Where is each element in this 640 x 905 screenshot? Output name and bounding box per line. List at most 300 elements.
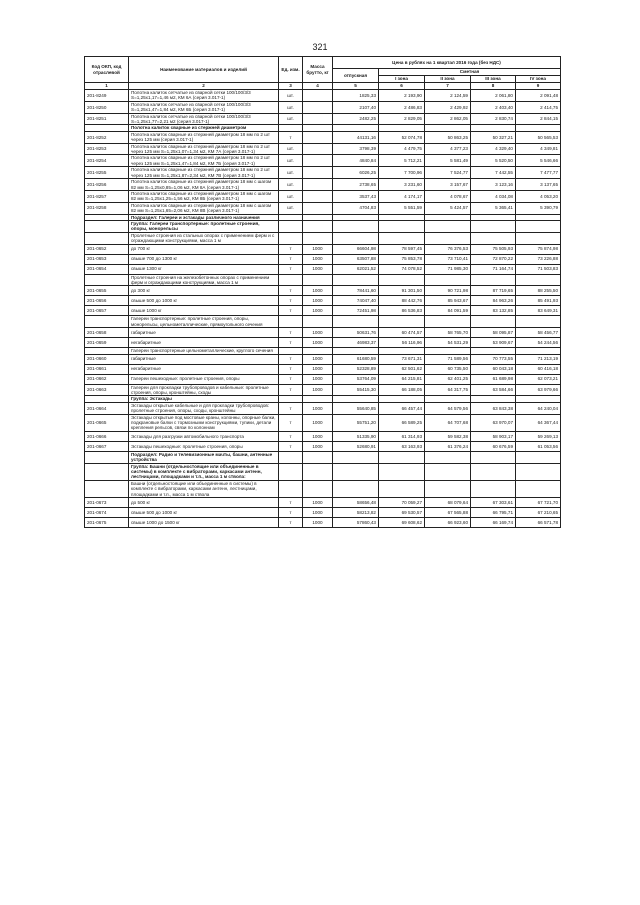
row-release-price: 53764,09 — [333, 374, 379, 384]
row-unit: т — [279, 264, 303, 274]
row-zone-1-price: 75 853,78 — [379, 254, 425, 264]
row-zone-3-price: 67 303,61 — [471, 498, 516, 508]
row-zone-4-price: 71 213,19 — [516, 354, 561, 364]
row-code: 201-0664 — [85, 402, 129, 414]
row-mass: 1000 — [303, 402, 333, 414]
row-zone-1-price: 62 501,62 — [379, 364, 425, 374]
row-name: до 700 кг — [129, 244, 279, 254]
row-zone-4-price: 58 456,77 — [516, 328, 561, 338]
empty-cell — [425, 220, 471, 232]
row-unit: т — [279, 441, 303, 451]
row-zone-4-price: 4 053,20 — [516, 190, 561, 202]
row-unit: шт. — [279, 155, 303, 167]
row-code — [85, 451, 129, 463]
row-zone-3-price: 4 034,08 — [471, 190, 516, 202]
row-zone-2-price: 50 863,25 — [425, 131, 471, 143]
row-zone-2-price: 2 862,05 — [425, 113, 471, 125]
empty-cell — [379, 316, 425, 328]
row-code — [85, 220, 129, 232]
section-title: Галереи транспортерные цельнометаллические, круглого сечения — [129, 348, 279, 354]
row-zone-2-price: 5 424,57 — [425, 202, 471, 214]
row-zone-2-price: 62 401,25 — [425, 374, 471, 384]
row-zone-4-price: 73 226,88 — [516, 254, 561, 264]
row-unit: т — [279, 354, 303, 364]
table-row — [85, 354, 561, 364]
column-index-row — [85, 83, 561, 90]
row-code: 201-0663 — [85, 384, 129, 396]
row-name: свыше 1300 кг — [129, 264, 279, 274]
table-row — [85, 364, 561, 374]
row-code: 201-0666 — [85, 431, 129, 441]
row-name: негабаритные — [129, 364, 279, 374]
row-name: Полотна калиток сварные из стержней диаметром 18 мм с шагом 82 мм S=1,25х1,25=1,56 м2, КМ 8Б (серия 3.017-1) — [129, 190, 279, 202]
table-row — [85, 402, 561, 414]
table-row — [85, 286, 561, 296]
empty-cell — [379, 463, 425, 480]
empty-cell — [333, 316, 379, 328]
row-name: Эстакады открытые кабельные и для прокладки трубопроводов: пролетные строения, опоры, сходы, кронштейны — [129, 402, 279, 414]
table-row — [85, 155, 561, 167]
row-code: 201-0661 — [85, 364, 129, 374]
row-name: Эстакады для разгрузки автомобильного транспорта — [129, 431, 279, 441]
row-code: 201-8252 — [85, 131, 129, 143]
row-zone-4-price: 85 491,93 — [516, 296, 561, 306]
row-unit: т — [279, 286, 303, 296]
row-zone-2-price: 58 765,70 — [425, 328, 471, 338]
row-release-price: 51335,90 — [333, 431, 379, 441]
row-zone-4-price: 75 874,98 — [516, 244, 561, 254]
empty-cell — [516, 274, 561, 286]
row-release-price: 6026,25 — [333, 167, 379, 179]
row-zone-1-price: 2 193,90 — [379, 90, 425, 102]
row-zone-4-price: 62 073,21 — [516, 374, 561, 384]
subsection-header-row — [85, 232, 561, 244]
row-mass: 1000 — [303, 374, 333, 384]
row-zone-1-price: 63 163,93 — [379, 441, 425, 451]
row-zone-3-price: 53 909,67 — [471, 338, 516, 348]
row-mass — [303, 202, 333, 214]
row-mass: 1000 — [303, 244, 333, 254]
row-zone-2-price: 85 943,67 — [425, 296, 471, 306]
subsection-header-row — [85, 480, 561, 497]
row-unit: т — [279, 431, 303, 441]
table-body — [85, 90, 561, 528]
row-release-price: 55415,30 — [333, 384, 379, 396]
row-code: 201-0654 — [85, 264, 129, 274]
row-release-price: 2482,25 — [333, 113, 379, 125]
row-zone-3-price: 50 327,21 — [471, 131, 516, 143]
row-zone-1-price: 66 457,44 — [379, 402, 425, 414]
empty-cell — [516, 480, 561, 497]
row-zone-2-price: 84 091,59 — [425, 306, 471, 316]
row-zone-2-price: 73 710,41 — [425, 254, 471, 264]
section-header-row — [85, 220, 561, 232]
row-mass: 1000 — [303, 328, 333, 338]
row-release-price: 55751,20 — [333, 414, 379, 431]
row-code: 201-8257 — [85, 190, 129, 202]
row-code: 201-0659 — [85, 338, 129, 348]
row-zone-2-price: 90 721,98 — [425, 286, 471, 296]
row-zone-4-price: 7 477,77 — [516, 167, 561, 179]
row-mass — [303, 155, 333, 167]
row-zone-3-price: 71 164,74 — [471, 264, 516, 274]
row-zone-2-price: 64 707,68 — [425, 414, 471, 431]
row-zone-1-price: 61 314,93 — [379, 431, 425, 441]
row-zone-3-price: 5 520,50 — [471, 155, 516, 167]
row-mass: 1000 — [303, 364, 333, 374]
row-code: 201-0656 — [85, 296, 129, 306]
table-row — [85, 143, 561, 155]
row-zone-1-price: 78 597,45 — [379, 244, 425, 254]
row-zone-3-price: 7 442,55 — [471, 167, 516, 179]
empty-cell — [516, 463, 561, 480]
header-mass: Масса брутто, кг — [303, 57, 333, 83]
row-code: 201-0665 — [85, 414, 129, 431]
header-release: отпускная — [333, 69, 379, 83]
column-index: 7 — [425, 83, 471, 90]
row-zone-4-price: 83 649,31 — [516, 306, 561, 316]
table-row — [85, 306, 561, 316]
row-code: 201-8256 — [85, 179, 129, 191]
page-number: 321 — [312, 42, 328, 52]
row-unit: т — [279, 254, 303, 264]
row-release-price: 63507,88 — [333, 254, 379, 264]
empty-cell — [425, 451, 471, 463]
row-unit: т — [279, 498, 303, 508]
row-zone-1-price: 5 551,59 — [379, 202, 425, 214]
row-name: Полотна калиток сварные из стержней диаметром 18 мм по 2 шт через 125 мм S=1,25х1,87=2,34 м2, КМ 7В (серия 3.017-1) — [129, 167, 279, 179]
row-unit: т — [279, 244, 303, 254]
row-unit: т — [279, 328, 303, 338]
section-title: Башни (отдельностоящие или объединенные в системы) в комплекте с вибраторами, каркасами антенн, лестницами, площадками и т.п., масса 1 м ствола — [129, 480, 279, 497]
row-mass: 1000 — [303, 441, 333, 451]
row-mass: 1000 — [303, 508, 333, 518]
empty-cell — [425, 232, 471, 244]
row-zone-3-price: 2 830,74 — [471, 113, 516, 125]
row-release-price: 66604,98 — [333, 244, 379, 254]
row-unit: т — [279, 508, 303, 518]
row-name: до 500 кг — [129, 498, 279, 508]
table-row — [85, 179, 561, 191]
row-zone-2-price: 71 985,30 — [425, 264, 471, 274]
row-release-price: 50631,76 — [333, 328, 379, 338]
section-title: Пролетные строения на железобетонных опорах с применением ферм и ограждающими конструкциями, масса 1 м — [129, 274, 279, 286]
empty-cell — [303, 232, 333, 244]
row-zone-2-price: 5 581,49 — [425, 155, 471, 167]
row-release-price: 61680,59 — [333, 354, 379, 364]
row-release-price: 3537,43 — [333, 190, 379, 202]
row-code: 201-8254 — [85, 155, 129, 167]
row-mass: 1000 — [303, 414, 333, 431]
empty-cell — [279, 232, 303, 244]
row-unit: шт. — [279, 113, 303, 125]
row-mass: 1000 — [303, 254, 333, 264]
row-name: свыше 500 до 1000 кг — [129, 508, 279, 518]
table-row — [85, 374, 561, 384]
row-zone-3-price: 66 169,74 — [471, 518, 516, 528]
table-row — [85, 328, 561, 338]
row-unit: т — [279, 296, 303, 306]
row-zone-4-price: 64 367,44 — [516, 414, 561, 431]
section-title: Полотна калиток сварные из стержней диаметром — [129, 125, 279, 131]
row-unit: т — [279, 402, 303, 414]
row-zone-3-price: 58 095,87 — [471, 328, 516, 338]
row-zone-3-price: 3 123,16 — [471, 179, 516, 191]
row-zone-3-price: 66 795,71 — [471, 508, 516, 518]
row-mass — [303, 113, 333, 125]
table-row — [85, 431, 561, 441]
row-zone-2-price: 60 735,50 — [425, 364, 471, 374]
row-name: свыше 500 до 1000 кг — [129, 296, 279, 306]
row-mass: 1000 — [303, 296, 333, 306]
empty-cell — [303, 451, 333, 463]
header-zone-4: IV зона — [516, 76, 561, 83]
empty-cell — [279, 463, 303, 480]
row-zone-3-price: 63 584,66 — [471, 384, 516, 396]
row-code: 201-0667 — [85, 441, 129, 451]
row-release-price: 46983,37 — [333, 338, 379, 348]
row-release-price: 4704,83 — [333, 202, 379, 214]
empty-cell — [303, 463, 333, 480]
row-name: Полотна калиток сетчатые из сварной сетки 100/100/3/3 S=1,25х1,17=1,46 м2, КМ 6А (серия 3.017-1) — [129, 90, 279, 102]
empty-cell — [303, 316, 333, 328]
empty-cell — [333, 451, 379, 463]
empty-cell — [279, 274, 303, 286]
table-row — [85, 441, 561, 451]
row-code: 201-0657 — [85, 306, 129, 316]
row-name: Полотна калиток сетчатые из сварной сетки 100/100/3/3 S=1,25х1,77=2,21 м2 (серия 3.017-1) — [129, 113, 279, 125]
table-row — [85, 518, 561, 528]
row-zone-4-price: 3 137,65 — [516, 179, 561, 191]
row-zone-2-price: 67 565,88 — [425, 508, 471, 518]
section-title: Группа: Эстакады — [129, 396, 279, 402]
row-zone-1-price: 60 474,57 — [379, 328, 425, 338]
row-mass: 1000 — [303, 498, 333, 508]
empty-cell — [516, 232, 561, 244]
row-release-price: 52328,89 — [333, 364, 379, 374]
row-zone-4-price: 88 255,50 — [516, 286, 561, 296]
row-zone-2-price: 64 317,75 — [425, 384, 471, 396]
row-unit: т — [279, 338, 303, 348]
header-zone-1: I зона — [379, 76, 425, 83]
row-mass — [303, 143, 333, 155]
table-row — [85, 296, 561, 306]
row-unit: т — [279, 364, 303, 374]
row-code: 201-0673 — [85, 498, 129, 508]
row-zone-4-price: 64 240,04 — [516, 402, 561, 414]
row-mass: 1000 — [303, 431, 333, 441]
empty-cell — [425, 463, 471, 480]
empty-cell — [279, 480, 303, 497]
empty-cell — [471, 220, 516, 232]
empty-cell — [379, 232, 425, 244]
row-zone-2-price: 61 376,24 — [425, 441, 471, 451]
section-header-row — [85, 463, 561, 480]
row-zone-2-price: 64 579,56 — [425, 402, 471, 414]
empty-cell — [379, 274, 425, 286]
row-zone-2-price: 76 376,53 — [425, 244, 471, 254]
table-row — [85, 254, 561, 264]
empty-cell — [333, 463, 379, 480]
row-release-price: 74047,40 — [333, 296, 379, 306]
row-release-price: 44131,16 — [333, 131, 379, 143]
row-zone-3-price: 63 970,07 — [471, 414, 516, 431]
row-zone-3-price: 4 329,40 — [471, 143, 516, 155]
header-estimate: Сметная — [379, 69, 561, 76]
subsection-header-row — [85, 316, 561, 328]
row-zone-3-price: 2 403,40 — [471, 101, 516, 113]
row-zone-1-price: 66 188,05 — [379, 384, 425, 396]
subsection-header-row — [85, 274, 561, 286]
row-zone-4-price: 2 414,75 — [516, 101, 561, 113]
empty-cell — [425, 480, 471, 497]
row-zone-1-price: 73 671,31 — [379, 354, 425, 364]
row-unit: шт. — [279, 202, 303, 214]
row-code: 201-8255 — [85, 167, 129, 179]
column-index: 1 — [85, 83, 129, 90]
table-row — [85, 498, 561, 508]
table-row — [85, 101, 561, 113]
row-code — [85, 232, 129, 244]
row-zone-2-price: 4 078,67 — [425, 190, 471, 202]
row-mass — [303, 131, 333, 143]
row-zone-1-price: 4 174,17 — [379, 190, 425, 202]
row-zone-1-price: 88 442,76 — [379, 296, 425, 306]
row-name: Полотна калиток сварные из стержней диаметром 18 мм по 2 шт через 125 мм S=1,25х1,47=1,84 м2, КМ 7Б (серия 3.017-1) — [129, 155, 279, 167]
empty-cell — [516, 220, 561, 232]
row-name: Галереи для прокладки трубопроводов и кабельные: пролетные строения, опоры, кронштейны, сходы — [129, 384, 279, 396]
row-name: габаритные — [129, 328, 279, 338]
row-zone-1-price: 52 074,78 — [379, 131, 425, 143]
empty-cell — [471, 232, 516, 244]
row-unit: т — [279, 374, 303, 384]
empty-cell — [425, 316, 471, 328]
row-mass — [303, 179, 333, 191]
header-price-group: Цена в рублях на 1 квартал 2016 года (без НДС) — [333, 57, 561, 69]
row-mass — [303, 167, 333, 179]
row-zone-4-price: 4 349,81 — [516, 143, 561, 155]
table-row — [85, 90, 561, 102]
row-zone-4-price: 71 503,83 — [516, 264, 561, 274]
row-release-price: 57860,43 — [333, 518, 379, 528]
empty-cell — [333, 274, 379, 286]
row-mass: 1000 — [303, 286, 333, 296]
row-code: 201-0653 — [85, 254, 129, 264]
row-zone-3-price: 70 773,55 — [471, 354, 516, 364]
table-row — [85, 190, 561, 202]
row-unit: т — [279, 131, 303, 143]
table-row — [85, 264, 561, 274]
row-zone-2-price: 4 377,23 — [425, 143, 471, 155]
section-title: Группа: Галереи транспортерные: пролетные строения, опоры, монорельсы — [129, 220, 279, 232]
header-code: Код ОКП, код отраслевой — [85, 57, 129, 83]
row-release-price: 58656,48 — [333, 498, 379, 508]
row-zone-4-price: 60 416,18 — [516, 364, 561, 374]
row-code: 201-8251 — [85, 113, 129, 125]
row-release-price: 62021,52 — [333, 264, 379, 274]
column-index: 4 — [303, 83, 333, 90]
row-name: до 300 кг — [129, 286, 279, 296]
row-name: негабаритные — [129, 338, 279, 348]
row-code: 201-0652 — [85, 244, 129, 254]
row-release-price: 2107,40 — [333, 101, 379, 113]
row-code: 201-0655 — [85, 286, 129, 296]
row-zone-4-price: 67 210,65 — [516, 508, 561, 518]
row-release-price: 78441,60 — [333, 286, 379, 296]
row-release-price: 3798,39 — [333, 143, 379, 155]
row-name: свыше 1000 до 1500 кг — [129, 518, 279, 528]
row-zone-1-price: 4 479,75 — [379, 143, 425, 155]
row-release-price: 4840,84 — [333, 155, 379, 167]
row-zone-1-price: 70 059,27 — [379, 498, 425, 508]
row-zone-3-price: 83 132,85 — [471, 306, 516, 316]
row-unit: шт. — [279, 167, 303, 179]
row-mass — [303, 90, 333, 102]
row-zone-3-price: 87 719,65 — [471, 286, 516, 296]
row-name: Полотна калиток сварные из стержней диаметром 18 мм с шагом 82 мм S=1,25х0,85=1,06 м2, КМ 8А (серия 3.017-1) — [129, 179, 279, 191]
column-index: 2 — [129, 83, 279, 90]
section-title: Подраздел: Радио и телевизионные мачты, башни, антенные устройства — [129, 451, 279, 463]
row-name: свыше 700 до 1300 кг — [129, 254, 279, 264]
table-row — [85, 384, 561, 396]
empty-cell — [471, 316, 516, 328]
row-zone-1-price: 66 589,25 — [379, 414, 425, 431]
empty-cell — [333, 220, 379, 232]
row-name: Полотна калиток сварные из стержней диаметром 18 мм с шагом 82 мм S=1,25х1,65=2,06 м2, КМ 8В (серия 3.017-1) — [129, 202, 279, 214]
row-zone-3-price: 58 903,17 — [471, 431, 516, 441]
section-title: Галереи транспортерные: пролетные строения, опоры, монорельсы, цельнометаллические, прямоугольного сечения — [129, 316, 279, 328]
row-unit: шт. — [279, 190, 303, 202]
row-unit: шт. — [279, 101, 303, 113]
empty-cell — [471, 480, 516, 497]
row-zone-4-price: 61 053,56 — [516, 441, 561, 451]
table-row — [85, 244, 561, 254]
price-table — [84, 56, 561, 528]
row-zone-4-price: 5 546,66 — [516, 155, 561, 167]
row-release-price: 52680,91 — [333, 441, 379, 451]
row-zone-3-price: 84 963,26 — [471, 296, 516, 306]
row-zone-3-price: 60 676,59 — [471, 441, 516, 451]
table-row — [85, 202, 561, 214]
row-zone-2-price: 59 582,38 — [425, 431, 471, 441]
header-unit: Ед. изм. — [279, 57, 303, 83]
row-unit: шт. — [279, 179, 303, 191]
header-name: Наименование материалов и изделий — [129, 57, 279, 83]
column-index: 6 — [379, 83, 425, 90]
row-code: 201-0662 — [85, 374, 129, 384]
column-index: 8 — [471, 83, 516, 90]
row-zone-1-price: 69 530,57 — [379, 508, 425, 518]
row-release-price: 58213,82 — [333, 508, 379, 518]
row-code — [85, 274, 129, 286]
row-zone-1-price: 2 829,05 — [379, 113, 425, 125]
row-zone-2-price: 66 923,60 — [425, 518, 471, 528]
empty-cell — [303, 220, 333, 232]
row-zone-3-price: 75 505,93 — [471, 244, 516, 254]
empty-cell — [333, 232, 379, 244]
row-zone-2-price: 2 429,92 — [425, 101, 471, 113]
row-zone-2-price: 3 157,67 — [425, 179, 471, 191]
empty-cell — [279, 220, 303, 232]
empty-cell — [379, 220, 425, 232]
row-zone-3-price: 72 870,22 — [471, 254, 516, 264]
column-index: 5 — [333, 83, 379, 90]
row-code — [85, 463, 129, 480]
empty-cell — [516, 316, 561, 328]
row-code: 201-8250 — [85, 101, 129, 113]
row-zone-1-price: 2 486,83 — [379, 101, 425, 113]
row-zone-2-price: 2 124,59 — [425, 90, 471, 102]
